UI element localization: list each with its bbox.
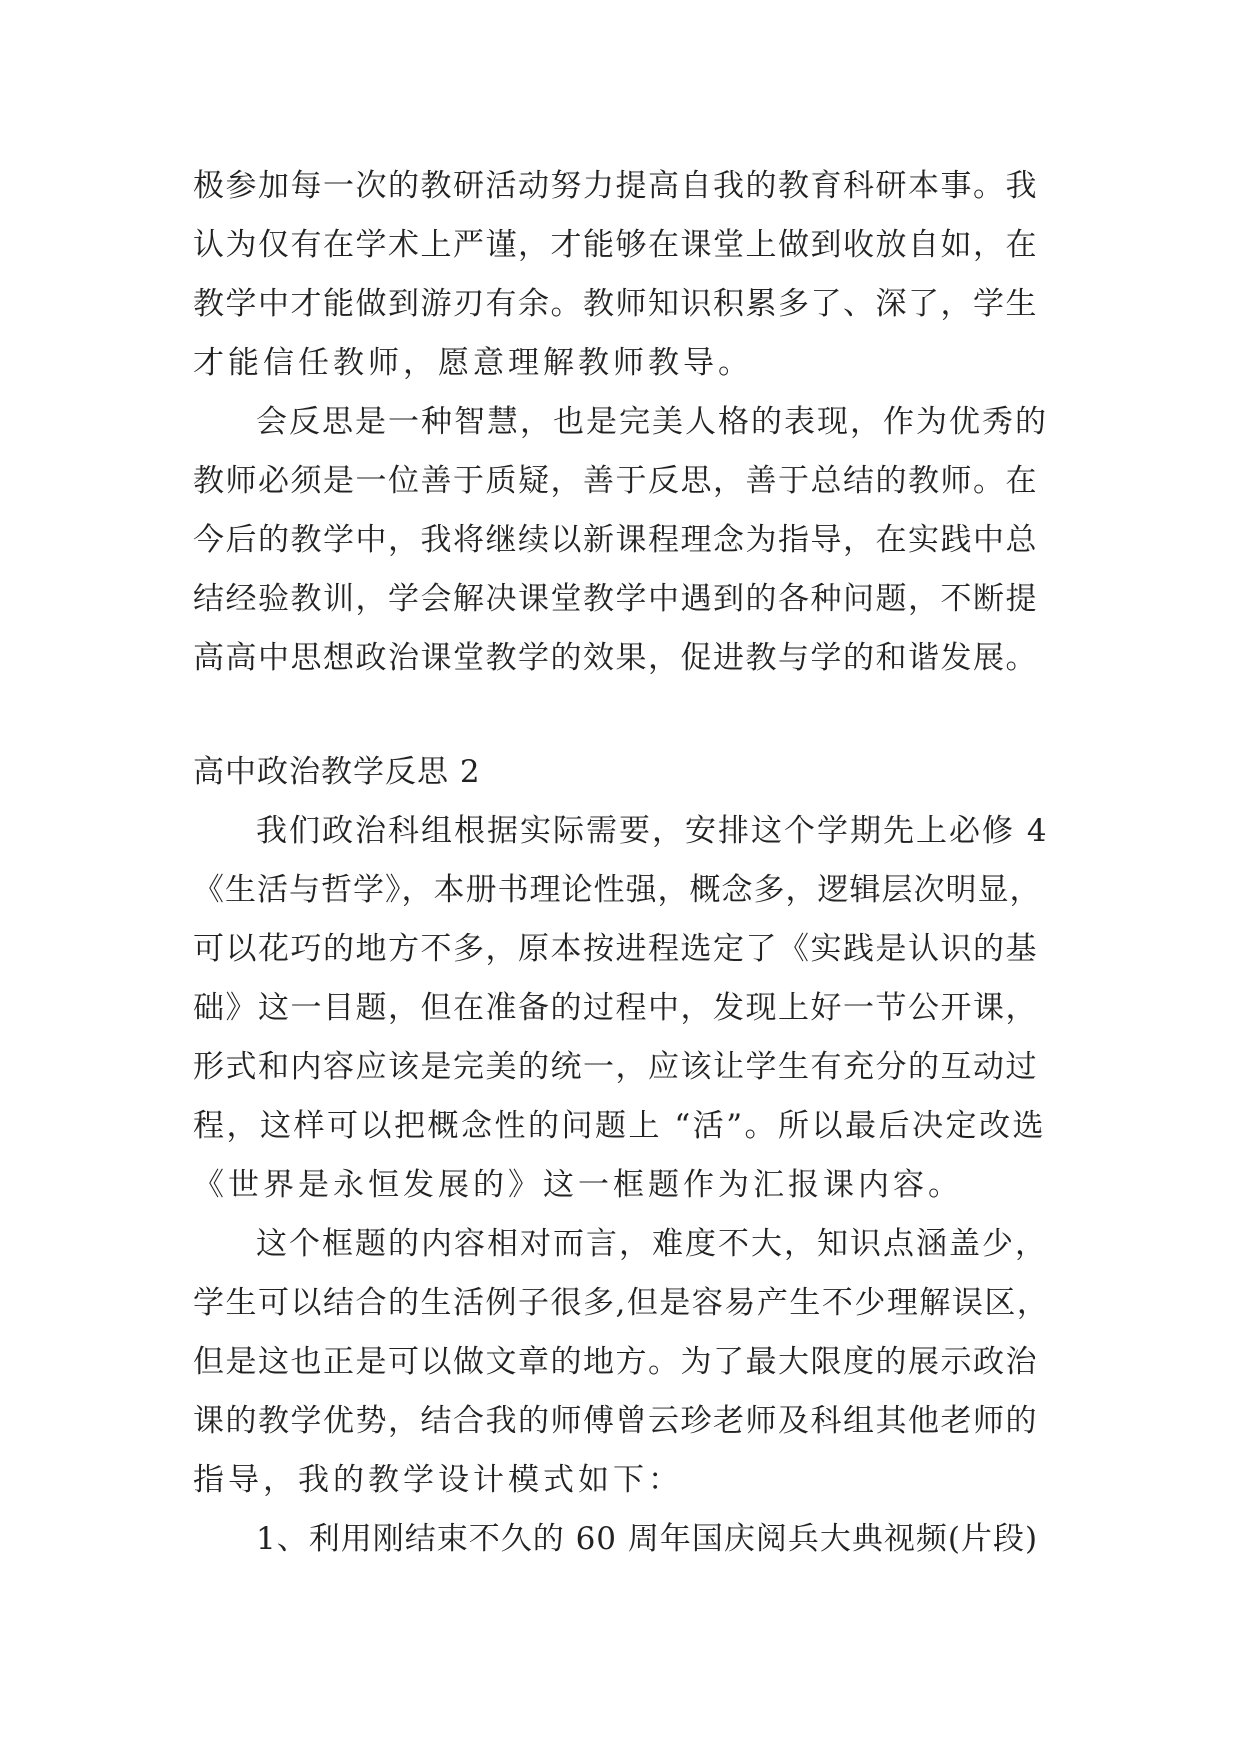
paragraph-3-line-4: 础》这一目题，但在准备的过程中，发现上好一节公开课，: [193, 990, 1038, 1026]
paragraph-4-line-3: 但是这也正是可以做文章的地方。为了最大限度的展示政治: [193, 1344, 1038, 1380]
paragraph-5-line-1: 1、利用刚结束不久的 60 周年国庆阅兵大典视频(片段): [256, 1521, 1039, 1557]
paragraph-4-line-5: 指导，我的教学设计模式如下：: [193, 1462, 683, 1498]
paragraph-3-line-7: 《世界是永恒发展的》这一框题作为汇报课内容。: [193, 1167, 963, 1203]
paragraph-2-line-3: 今后的教学中，我将继续以新课程理念为指导，在实践中总: [193, 522, 1038, 558]
paragraph-2-line-1: 会反思是一种智慧，也是完美人格的表现，作为优秀的: [256, 404, 1048, 440]
paragraph-3-line-1: 我们政治科组根据实际需要，安排这个学期先上必修 4: [256, 813, 1049, 849]
paragraph-2-line-5: 高高中思想政治课堂教学的效果，促进教与学的和谐发展。: [193, 640, 1038, 676]
paragraph-2-line-2: 教师必须是一位善于质疑，善于反思，善于总结的教师。在: [193, 463, 1038, 499]
section-title: 高中政治教学反思 2: [193, 754, 481, 790]
paragraph-4-line-4: 课的教学优势，结合我的师傅曾云珍老师及科组其他老师的: [193, 1403, 1038, 1439]
paragraph-1-line-4: 才能信任教师，愿意理解教师教导。: [193, 345, 753, 381]
paragraph-4-line-1: 这个框题的内容相对而言，难度不大，知识点涵盖少，: [256, 1226, 1048, 1262]
paragraph-1-line-3: 教学中才能做到游刃有余。教师知识积累多了、深了，学生: [193, 286, 1038, 322]
paragraph-1-line-2: 认为仅有在学术上严谨，才能够在课堂上做到收放自如，在: [193, 227, 1038, 263]
paragraph-3-line-2: 《生活与哲学》，本册书理论性强，概念多，逻辑层次明显，: [193, 872, 1042, 908]
paragraph-4-line-2: 学生可以结合的生活例子很多,但是容易产生不少理解误区，: [193, 1285, 1050, 1321]
paragraph-1-line-1: 极参加每一次的教研活动努力提高自我的教育科研本事。我: [193, 168, 1038, 204]
paragraph-3-line-3: 可以花巧的地方不多，原本按进程选定了《实践是认识的基: [193, 931, 1038, 967]
paragraph-3-line-5: 形式和内容应该是完美的统一，应该让学生有充分的互动过: [193, 1049, 1038, 1085]
paragraph-2-line-4: 结经验教训，学会解决课堂教学中遇到的各种问题，不断提: [193, 581, 1038, 617]
paragraph-3-line-6: 程，这样可以把概念性的问题上 “活”。所以最后决定改选: [193, 1108, 1047, 1144]
